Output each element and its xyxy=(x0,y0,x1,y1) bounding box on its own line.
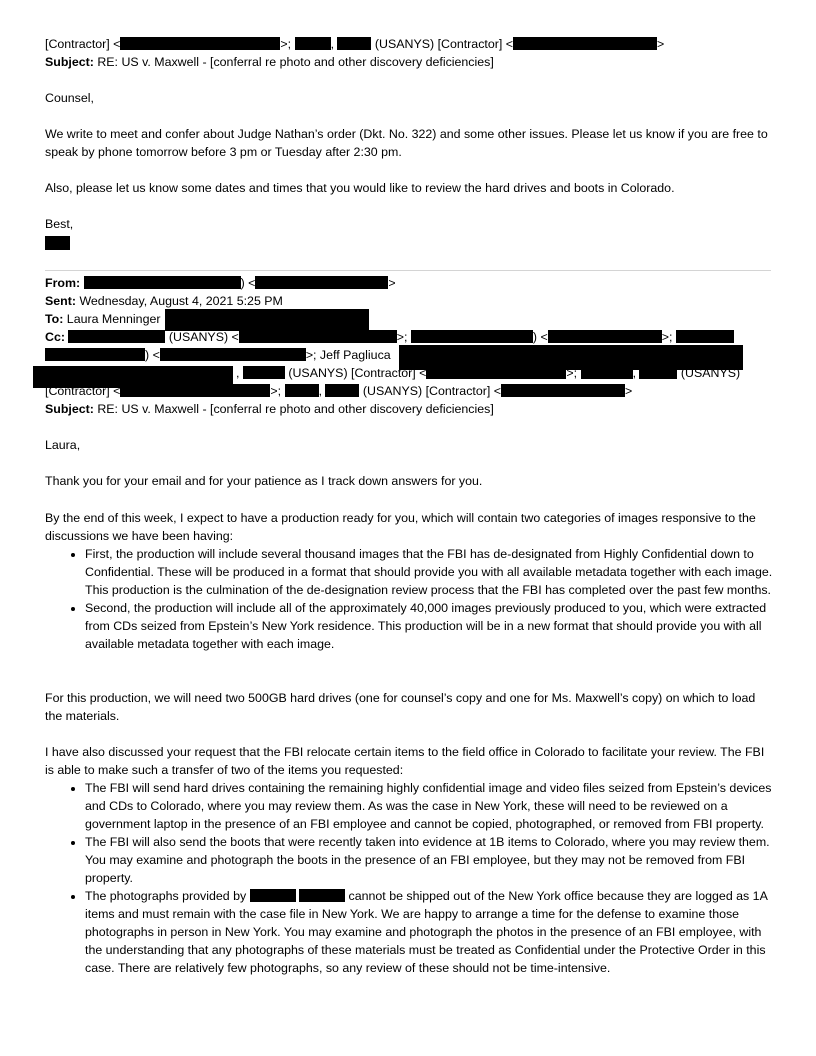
redaction xyxy=(501,384,625,397)
redaction xyxy=(513,37,657,50)
redaction xyxy=(84,276,241,289)
cc-line-1: Cc: (USANYS) < >; ) < >; xyxy=(45,329,734,345)
recipient-text: [Contractor] < xyxy=(45,37,121,51)
cc-line-2: ) < >; Jeff Pagliuca xyxy=(45,347,391,363)
bullet-list-production xyxy=(45,545,780,653)
redaction xyxy=(165,309,369,331)
list-item: • The FBI will also send the boots that were recently taken into evidence at 1B items to Colorado, where you may review them. You may examine and photograph the boots in the presence of an FBI employee, but they may not be removed from FBI property. xyxy=(85,833,780,887)
to-line xyxy=(45,311,160,327)
list-item: • Second, the production will include all of the approximately 40,000 images previously produced to you, which were extracted from CDs seized from Epstein’s New York residence. This production will be in a new format that should provide you with all available metadata together with each image. xyxy=(85,599,780,653)
paragraph: I have also discussed your request that the FBI relocate certain items to the field office in Colorado to facilitate your review. The FBI is able to make such a transfer of two of the items you requested: xyxy=(45,745,765,777)
subject-label: Subject: xyxy=(45,55,94,69)
paragraph: By the end of this week, I expect to have a production ready for you, which will contain two categories of images responsive to the discussions we have been having: xyxy=(45,511,756,543)
redaction xyxy=(411,330,533,343)
cc-line-4: [Contractor] < >; , (USANYS) [Contractor] < > xyxy=(45,384,633,398)
header1-to-line: [Contractor] < >; , (USANYS) [Contractor] < > xyxy=(45,37,665,51)
redaction xyxy=(295,37,331,50)
paragraph: For this production, we will need two 500GB hard drives (one for counsel’s copy and one for Ms. Maxwell’s copy) on which to load the materials. xyxy=(45,691,756,723)
list-item: • First, the production will include several thousand images that the FBI has de-designated from Highly Confidential down to Confidential. These will be produced in a format that should provide you with all available metadata together with each image. This production is the culmination of the de-designation review process that the FBI has completed over the past few months. xyxy=(85,545,780,599)
greeting: Laura, xyxy=(45,438,81,452)
signature-redaction xyxy=(45,236,70,250)
to-label: To: xyxy=(45,312,64,326)
sent-line xyxy=(45,293,283,309)
redaction xyxy=(299,889,345,902)
redaction xyxy=(120,384,270,397)
redaction xyxy=(581,366,633,379)
redaction xyxy=(676,330,734,343)
redaction xyxy=(250,889,296,902)
redaction xyxy=(639,366,677,379)
redaction xyxy=(426,366,566,379)
redaction xyxy=(337,37,371,50)
redaction xyxy=(255,276,388,289)
from-line: From: ) < > xyxy=(45,276,396,290)
bullet-list-transfer xyxy=(45,779,780,977)
redaction xyxy=(285,384,319,397)
list-item: • The FBI will send hard drives containing the remaining highly confidential image and video files seized from Epstein’s devices and CDs to Colorado, where you may review them. As was the case in New York, these will need to be reviewed on a government laptop in the presence of an FBI employee and cannot be copied, photographed, or removed from FBI property. xyxy=(85,779,780,833)
greeting: Counsel, xyxy=(45,91,94,105)
cc-label: Cc: xyxy=(45,330,65,344)
sent-label: Sent: xyxy=(45,294,76,308)
redaction xyxy=(548,330,662,343)
subject-text: RE: US v. Maxwell - [conferral re photo and other discovery deficiencies] xyxy=(97,402,494,416)
subject-label: Subject: xyxy=(45,402,94,416)
header1-subject-line xyxy=(45,54,494,70)
cc-line-3: , (USANYS) [Contractor] < >; , (USANYS) xyxy=(236,366,741,380)
sent-date: Wednesday, August 4, 2021 5:25 PM xyxy=(79,294,283,308)
closing: Best, xyxy=(45,217,74,231)
header2-subject-line xyxy=(45,401,494,417)
from-label: From: xyxy=(45,276,81,290)
recipient-org: (USANYS) [Contractor] < xyxy=(374,37,513,51)
paragraph: Thank you for your email and for your patience as I track down answers for you. xyxy=(45,474,483,488)
redaction xyxy=(68,330,165,343)
paragraph: We write to meet and confer about Judge Nathan’s order (Dkt. No. 322) and some other issues. Please let us know if you are free to speak by phone tomorrow before 3 pm or Tuesday after 2:30 pm. xyxy=(45,127,768,159)
paragraph: Also, please let us know some dates and times that you would like to review the hard drives and boots in Colorado. xyxy=(45,181,675,195)
subject-text: RE: US v. Maxwell - [conferral re photo and other discovery deficiencies] xyxy=(97,55,494,69)
redaction xyxy=(160,348,306,361)
list-item: • The photographs provided by cannot be shipped out of the New York office because they are logged as 1A items and must remain with the case file in New York. We are happy to arrange a time for the defense to examine those photographs in person in New York. You may examine and photograph the photos in the presence of an FBI employee, with the understanding that any photographs of these materials must be treated as Confidential under the Protective Order in this case. There are relatively few photographs, so any review of these should not be time-intensive. xyxy=(85,887,780,977)
redaction xyxy=(239,330,397,343)
redaction xyxy=(120,37,280,50)
redaction xyxy=(325,384,359,397)
redaction xyxy=(243,366,285,379)
redaction xyxy=(45,348,145,361)
to-name: Laura Menninger xyxy=(66,312,161,326)
divider xyxy=(45,270,771,271)
